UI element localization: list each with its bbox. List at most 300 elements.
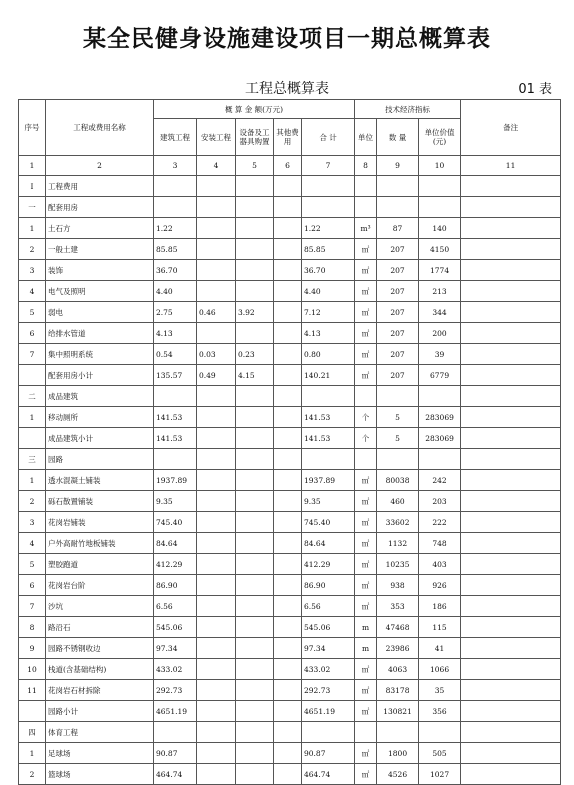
unit-price-cell: 6779 [419,365,461,386]
seq-cell: 7 [19,344,46,365]
remark-cell [461,386,561,407]
table-row [19,743,561,764]
other-cell [274,428,302,449]
unit-cell: m³ [355,218,377,239]
build-cell: 464.74 [154,764,197,785]
total-cell: 464.74 [302,764,355,785]
qty-cell: 207 [377,239,419,260]
table-row [19,533,561,554]
build-cell: 545.06 [154,617,197,638]
build-cell: 36.70 [154,260,197,281]
qty-cell: 1800 [377,743,419,764]
total-cell [302,176,355,197]
install-cell [197,449,236,470]
total-cell: 0.80 [302,344,355,365]
remark-cell [461,449,561,470]
remark-cell [461,218,561,239]
qty-cell [377,197,419,218]
header-total: 合 计 [302,119,355,156]
equip-cell [236,323,274,344]
name-cell: 体育工程 [46,722,154,743]
build-cell: 1.22 [154,218,197,239]
unit-cell: ㎡ [355,554,377,575]
header-other: 其他费用 [274,119,302,156]
name-cell: 配套用房小计 [46,365,154,386]
total-cell: 84.64 [302,533,355,554]
table-header [19,100,561,176]
install-cell [197,638,236,659]
table-number: 01 表 [518,82,552,97]
qty-cell: 207 [377,302,419,323]
table-row [19,281,561,302]
qty-cell: 10235 [377,554,419,575]
remark-cell [461,428,561,449]
seq-cell: 2 [19,491,46,512]
build-cell [154,197,197,218]
name-cell: 足球场 [46,743,154,764]
other-cell [274,701,302,722]
table-row [19,428,561,449]
unit-price-cell: 35 [419,680,461,701]
qty-cell [377,386,419,407]
total-cell: 1.22 [302,218,355,239]
install-cell [197,743,236,764]
seq-cell: 5 [19,554,46,575]
total-cell: 7.12 [302,302,355,323]
name-cell: 园路小计 [46,701,154,722]
remark-cell [461,722,561,743]
build-cell: 4.40 [154,281,197,302]
build-cell: 2.75 [154,302,197,323]
other-cell [274,512,302,533]
header-unit: 单位 [355,119,377,156]
unit-cell: ㎡ [355,491,377,512]
build-cell [154,722,197,743]
other-cell [274,596,302,617]
unit-cell: ㎡ [355,764,377,785]
table-row [19,449,561,470]
qty-cell: 80038 [377,470,419,491]
remark-cell [461,239,561,260]
equip-cell [236,638,274,659]
unit-price-cell: 1027 [419,764,461,785]
unit-price-cell: 356 [419,701,461,722]
table-row [19,470,561,491]
table-row [19,176,561,197]
build-cell: 141.53 [154,428,197,449]
total-cell: 140.21 [302,365,355,386]
equip-cell [236,176,274,197]
remark-cell [461,407,561,428]
install-cell [197,470,236,491]
table-row [19,407,561,428]
other-cell [274,386,302,407]
qty-cell: 23986 [377,638,419,659]
name-cell: 篮球场 [46,764,154,785]
install-cell: 0.03 [197,344,236,365]
seq-cell: 1 [19,743,46,764]
unit-cell: ㎡ [355,323,377,344]
other-cell [274,365,302,386]
unit-cell: ㎡ [355,281,377,302]
seq-cell: 二 [19,386,46,407]
header-build: 建筑工程 [154,119,197,156]
equip-cell [236,596,274,617]
install-cell [197,512,236,533]
name-cell: 栈道(含基础结构) [46,659,154,680]
install-cell [197,722,236,743]
equip-cell [236,470,274,491]
equip-cell [236,617,274,638]
qty-cell: 207 [377,260,419,281]
equip-cell [236,491,274,512]
unit-price-cell [419,722,461,743]
table-row [19,554,561,575]
unit-cell: 个 [355,428,377,449]
remark-cell [461,533,561,554]
table-row [19,365,561,386]
unit-cell: ㎡ [355,596,377,617]
install-cell [197,596,236,617]
equip-cell [236,239,274,260]
column-number: 2 [46,156,154,176]
other-cell [274,491,302,512]
build-cell: 90.87 [154,743,197,764]
seq-cell: 6 [19,575,46,596]
equip-cell [236,575,274,596]
install-cell [197,533,236,554]
qty-cell: 207 [377,344,419,365]
unit-cell: m [355,638,377,659]
other-cell [274,533,302,554]
remark-cell [461,344,561,365]
equip-cell [236,407,274,428]
build-cell: 0.54 [154,344,197,365]
install-cell [197,323,236,344]
seq-cell: 三 [19,449,46,470]
equip-cell [236,743,274,764]
seq-cell: 四 [19,722,46,743]
total-cell [302,386,355,407]
equip-cell [236,659,274,680]
equip-cell [236,281,274,302]
remark-cell [461,596,561,617]
remark-cell [461,554,561,575]
seq-cell: 2 [19,239,46,260]
unit-cell: ㎡ [355,260,377,281]
total-cell: 1937.89 [302,470,355,491]
equip-cell [236,764,274,785]
qty-cell: 4526 [377,764,419,785]
unit-price-cell: 186 [419,596,461,617]
seq-cell: 2 [19,764,46,785]
qty-cell [377,176,419,197]
other-cell [274,554,302,575]
unit-cell: ㎡ [355,239,377,260]
table-row [19,659,561,680]
build-cell: 86.90 [154,575,197,596]
total-cell: 292.73 [302,680,355,701]
total-cell: 141.53 [302,407,355,428]
equip-cell [236,449,274,470]
header-column-numbers [19,156,561,176]
qty-cell: 207 [377,365,419,386]
remark-cell [461,659,561,680]
other-cell [274,722,302,743]
qty-cell: 353 [377,596,419,617]
header-qty: 数 量 [377,119,419,156]
name-cell: 砾石散置铺装 [46,491,154,512]
name-cell: 塑胶跑道 [46,554,154,575]
other-cell [274,449,302,470]
install-cell [197,281,236,302]
unit-cell [355,722,377,743]
build-cell: 85.85 [154,239,197,260]
estimate-table [18,99,561,785]
unit-price-cell: 283069 [419,428,461,449]
remark-cell [461,638,561,659]
remark-cell [461,197,561,218]
total-cell: 545.06 [302,617,355,638]
unit-cell [355,386,377,407]
table-row [19,218,561,239]
install-cell [197,218,236,239]
table-row [19,638,561,659]
build-cell: 97.34 [154,638,197,659]
remark-cell [461,764,561,785]
remark-cell [461,176,561,197]
qty-cell: 938 [377,575,419,596]
equip-cell: 3.92 [236,302,274,323]
name-cell: 成品建筑 [46,386,154,407]
unit-cell: ㎡ [355,743,377,764]
remark-cell [461,365,561,386]
other-cell [274,176,302,197]
table-row [19,722,561,743]
equip-cell [236,701,274,722]
seq-cell: 一 [19,197,46,218]
build-cell: 745.40 [154,512,197,533]
qty-cell: 207 [377,323,419,344]
column-number: 5 [236,156,274,176]
equip-cell [236,197,274,218]
install-cell [197,575,236,596]
remark-cell [461,323,561,344]
seq-cell: 1 [19,407,46,428]
install-cell [197,701,236,722]
name-cell: 花岗岩铺装 [46,512,154,533]
unit-price-cell: 213 [419,281,461,302]
install-cell [197,617,236,638]
build-cell: 433.02 [154,659,197,680]
unit-price-cell: 1066 [419,659,461,680]
unit-price-cell: 115 [419,617,461,638]
seq-cell [19,428,46,449]
other-cell [274,323,302,344]
name-cell: 给排水管道 [46,323,154,344]
column-number: 3 [154,156,197,176]
install-cell [197,428,236,449]
unit-cell: ㎡ [355,470,377,491]
qty-cell: 83178 [377,680,419,701]
header-remark: 备注 [461,100,561,156]
unit-cell: ㎡ [355,512,377,533]
install-cell: 0.49 [197,365,236,386]
install-cell [197,197,236,218]
unit-price-cell: 1774 [419,260,461,281]
other-cell [274,659,302,680]
column-number: 7 [302,156,355,176]
other-cell [274,575,302,596]
build-cell: 4651.19 [154,701,197,722]
build-cell [154,386,197,407]
column-number: 9 [377,156,419,176]
unit-price-cell: 505 [419,743,461,764]
unit-price-cell: 748 [419,533,461,554]
unit-cell: ㎡ [355,344,377,365]
seq-cell: 7 [19,596,46,617]
seq-cell: 3 [19,512,46,533]
column-number: 11 [461,156,561,176]
total-cell: 90.87 [302,743,355,764]
unit-price-cell: 41 [419,638,461,659]
total-cell: 4.40 [302,281,355,302]
other-cell [274,764,302,785]
install-cell [197,239,236,260]
other-cell [274,617,302,638]
name-cell: 电气及照明 [46,281,154,302]
name-cell: 配套用房 [46,197,154,218]
seq-cell [19,701,46,722]
header-seq: 序号 [19,100,46,156]
seq-cell: 3 [19,260,46,281]
name-cell: 土石方 [46,218,154,239]
document-title: 某全民健身设施建设项目一期总概算表 [83,25,491,52]
install-cell [197,407,236,428]
column-number: 1 [19,156,46,176]
unit-price-cell: 203 [419,491,461,512]
seq-cell: 1 [19,218,46,239]
build-cell: 412.29 [154,554,197,575]
equip-cell [236,218,274,239]
other-cell [274,407,302,428]
total-cell: 412.29 [302,554,355,575]
total-cell [302,722,355,743]
table-row [19,302,561,323]
install-cell [197,554,236,575]
other-cell [274,470,302,491]
table-row [19,575,561,596]
unit-cell: ㎡ [355,533,377,554]
name-cell: 集中照明系统 [46,344,154,365]
unit-cell: ㎡ [355,302,377,323]
header-equip: 设备及工器具购置 [236,119,274,156]
header-name: 工程或费用名称 [46,100,154,156]
qty-cell: 130821 [377,701,419,722]
table-row [19,596,561,617]
qty-cell: 4063 [377,659,419,680]
remark-cell [461,617,561,638]
unit-price-cell: 403 [419,554,461,575]
other-cell [274,260,302,281]
equip-cell [236,260,274,281]
install-cell [197,491,236,512]
remark-cell [461,575,561,596]
unit-price-cell: 200 [419,323,461,344]
qty-cell: 1132 [377,533,419,554]
seq-cell: Ⅰ [19,176,46,197]
build-cell [154,176,197,197]
header-amount-group: 概 算 金 额(万元) [154,100,355,119]
build-cell: 292.73 [154,680,197,701]
other-cell [274,638,302,659]
seq-cell [19,365,46,386]
remark-cell [461,491,561,512]
table-row [19,491,561,512]
unit-price-cell [419,176,461,197]
name-cell: 路沿石 [46,617,154,638]
unit-cell: ㎡ [355,701,377,722]
table-row [19,197,561,218]
name-cell: 成品建筑小计 [46,428,154,449]
equip-cell: 0.23 [236,344,274,365]
install-cell [197,680,236,701]
unit-price-cell: 926 [419,575,461,596]
total-cell: 36.70 [302,260,355,281]
seq-cell: 9 [19,638,46,659]
unit-cell [355,449,377,470]
qty-cell: 207 [377,281,419,302]
qty-cell: 47468 [377,617,419,638]
seq-cell: 1 [19,470,46,491]
seq-cell: 8 [19,617,46,638]
unit-price-cell: 283069 [419,407,461,428]
name-cell: 沙坑 [46,596,154,617]
header-install: 安装工程 [197,119,236,156]
unit-price-cell: 242 [419,470,461,491]
total-cell [302,449,355,470]
equip-cell [236,386,274,407]
table-row [19,344,561,365]
qty-cell [377,449,419,470]
install-cell [197,386,236,407]
unit-price-cell: 222 [419,512,461,533]
unit-cell: ㎡ [355,365,377,386]
unit-price-cell: 39 [419,344,461,365]
table-row [19,260,561,281]
other-cell [274,743,302,764]
name-cell: 装饰 [46,260,154,281]
table-row [19,386,561,407]
table-row [19,239,561,260]
table-row [19,617,561,638]
qty-cell: 33602 [377,512,419,533]
build-cell: 141.53 [154,407,197,428]
install-cell [197,260,236,281]
unit-price-cell: 4150 [419,239,461,260]
build-cell: 135.57 [154,365,197,386]
seq-cell: 10 [19,659,46,680]
build-cell: 6.56 [154,596,197,617]
equip-cell [236,512,274,533]
total-cell: 86.90 [302,575,355,596]
seq-cell: 4 [19,281,46,302]
remark-cell [461,512,561,533]
name-cell: 透水混凝土铺装 [46,470,154,491]
total-cell: 433.02 [302,659,355,680]
qty-cell: 5 [377,407,419,428]
name-cell: 花岗岩台阶 [46,575,154,596]
